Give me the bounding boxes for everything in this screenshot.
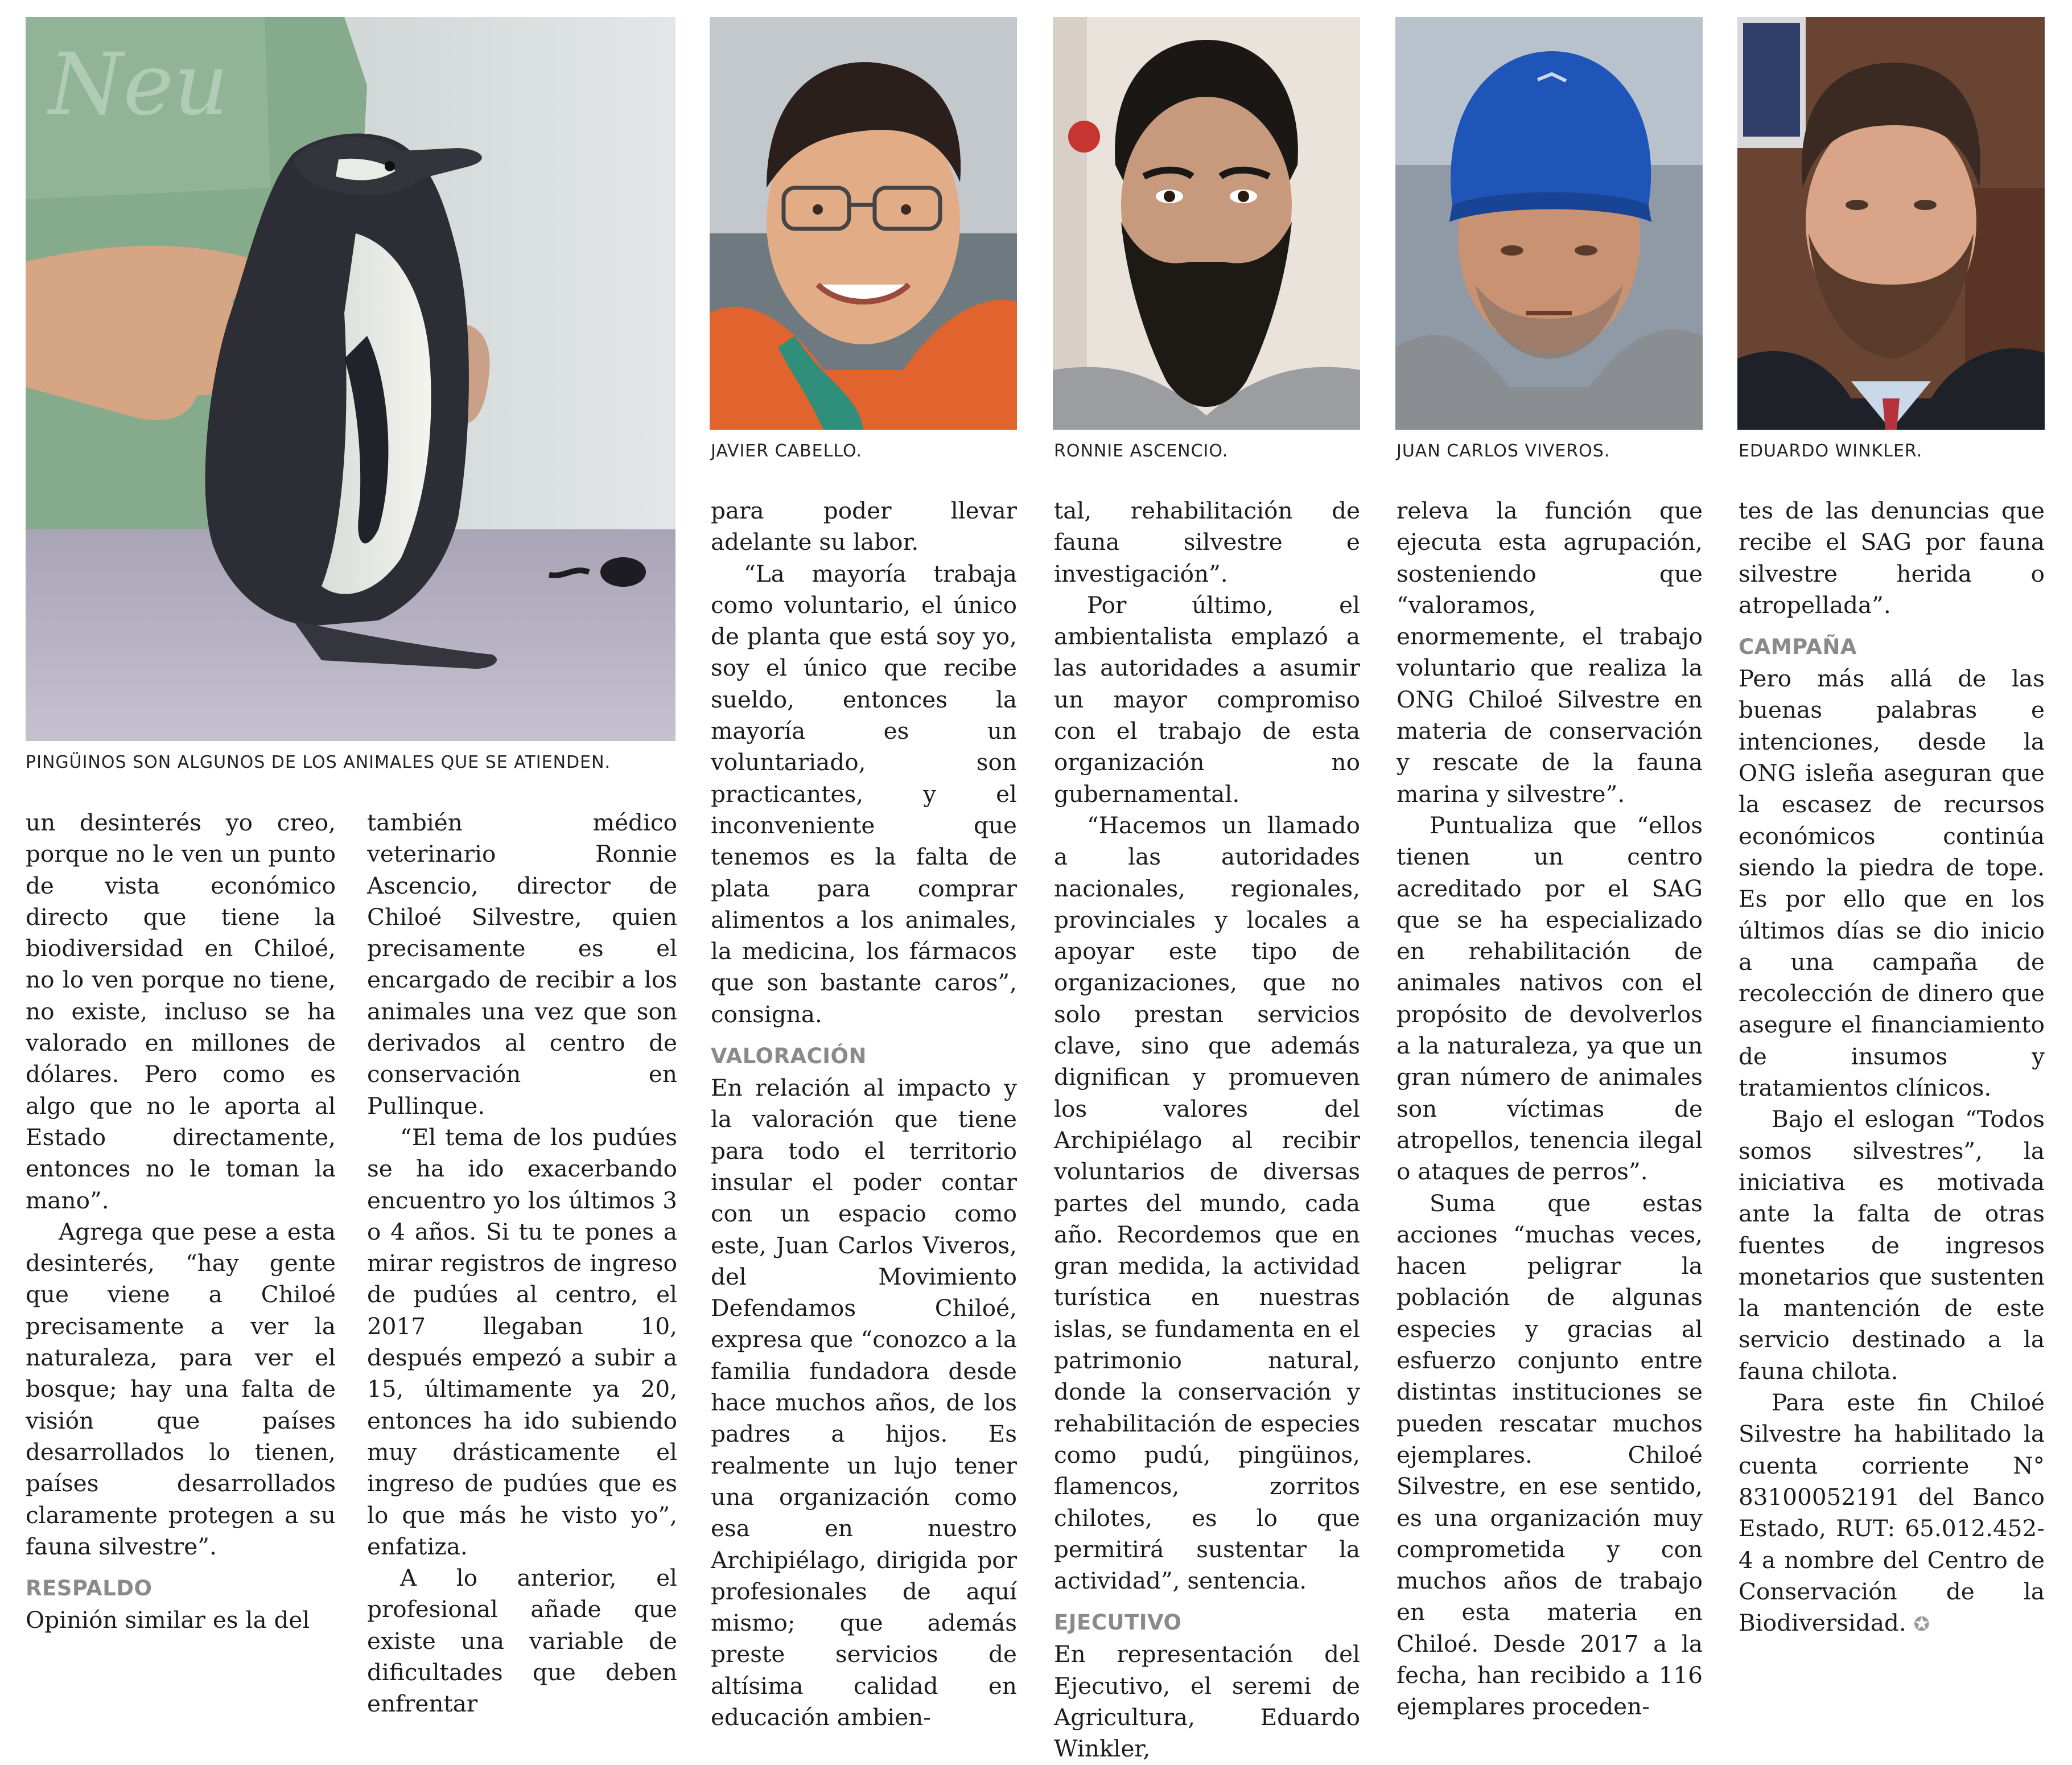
shirt-script-text: Neu [48, 35, 229, 134]
caption-javier-cabello: JAVIER CABELLO. [711, 441, 862, 461]
paragraph: releva la función que ejecuta esta agrupación, sosteniendo que “valoramos, enormemente, el trabajo voluntario que realiza la ONG Chiloé Silvestre en materia de conservación y rescate de la fauna marina y silvestre”. [1397, 497, 1703, 808]
paragraph: Agrega que pese a esta desinterés, “hay gente que viene a Chiloé precisamente a ver la naturaleza, para ver el bosque; hay una falta de visión que países desarrollados lo tienen, países desarrollados claramente protegen a su fauna silvestre”. [26, 1217, 336, 1560]
caption-penguin: PINGÜINOS SON ALGUNOS DE LOS ANIMALES QUE SE ATIENDEN. [26, 752, 611, 772]
juan-carlos-viveros-photo [1395, 17, 1703, 430]
paragraph: para poder llevar adelante su labor. [711, 497, 1017, 556]
paragraph: Bajo el eslogan “Todos somos silvestres”, la iniciativa es motivada ante la falta de otras fuentes de ingresos monetarios que sustenten la mantención de este servicio destinado a la fauna chilota. [1739, 1105, 2045, 1385]
paragraph: “Hacemos un llamado a las autoridades nacionales, regionales, provinciales y locales a apoyar este tipo de organizaciones, que no solo prestan servicios clave, sino que además dignifican y promueven los valores del Archipiélago al recibir voluntarios de diversas partes del mundo, cada año. Recordemos que en gran medida, la actividad turística en nuestras islas, se fundamenta en el patrimonio natural, donde la conservación y rehabilitación de especies como pudú, pingüinos, flamencos, zorritos chilotes, es lo que permitirá sustentar la actividad”, sentencia. [1054, 811, 1360, 1595]
paragraph: En relación al impacto y la valoración que tiene para todo el territorio insular el poder contar con un espacio como este, Juan Carlos Viveros, del Movimiento Defendamos Chiloé, expresa que “conozco a la familia fundadora desde hace muchos años, de los padres a hijos. Es realmente un lujo tener una organización como esa en nuestro Archipiélago, dirigida por profesionales de aquí mismo; que además preste servicios de altísima calidad en educación ambien- [711, 1074, 1017, 1731]
paragraph: también médico veterinario Ronnie Ascencio, director de Chiloé Silvestre, quien precisamente es el encargado de recibir a los animales una vez que son derivados al centro de conservación en Pullinque. [367, 809, 677, 1120]
paragraph: un desinterés yo creo, porque no le ven un punto de vista económico directo que tiene la biodiversidad en Chiloé, no lo ven porque no tiene, no existe, incluso se ha valorado en millones de dólares. Pero como es algo que no le aporta al Estado directamente, entonces no le toman la mano”. [26, 809, 336, 1214]
paragraph: Suma que estas acciones “muchas veces, hacen peligrar la población de algunas especies y gracias al esfuerzo conjunto entre distintas instituciones se pueden rescatar muchos ejemplares. Chiloé Silvestre, en ese sentido, es una organización muy comprometida y con muchos años de trabajo en esta materia en Chiloé. Desde 2017 a la fecha, han recibido a 116 ejemplares proceden- [1397, 1189, 1703, 1721]
section-heading-valoracion: VALORACIÓN [711, 1044, 867, 1069]
caption-juan-carlos-viveros: JUAN CARLOS VIVEROS. [1397, 441, 1610, 461]
article-column-2 [367, 807, 677, 1718]
section-heading-ejecutivo: EJECUTIVO [1054, 1610, 1182, 1635]
penguin-photo [26, 17, 675, 741]
paragraph: Pero más allá de las buenas palabras e intenciones, desde la ONG isleña aseguran que la escasez de recursos económicos continúa siendo la piedra de tope. Es por ello que en los últimos días se dio inicio a una campaña de recolección de dinero que asegure el financiamiento de insumos y tratamientos clínicos. [1739, 665, 2045, 1102]
paragraph: “El tema de los pudúes se ha ido exacerbando encuentro yo los últimos 3 o 4 años. Si tu te pones a mirar registros de ingreso de pudúes al centro, el 2017 llegaban 10, después empezó a subir a 15, últimamente ya 20, entonces ha ido subiendo muy drásticamente el ingreso de pudúes que es lo que más he visto yo”, enfatiza. [367, 1123, 677, 1560]
article-column-6 [1739, 495, 2045, 1637]
article-column-4 [1054, 495, 1360, 1763]
paragraph: En representación del Ejecutivo, el seremi de Agricultura, Eduardo Winkler, [1054, 1640, 1360, 1763]
paragraph [1739, 1387, 2045, 1640]
caption-eduardo-winkler: EDUARDO WINKLER. [1739, 441, 1923, 461]
ronnie-ascencio-photo [1053, 17, 1360, 430]
article-column-1 [26, 807, 336, 1634]
paragraph: tes de las denuncias que recibe el SAG por fauna silvestre herida o atropellada”. [1739, 497, 2045, 619]
paragraph: “La mayoría trabaja como voluntario, el único de planta que está soy yo, soy el único que recibe sueldo, entonces la mayoría es un voluntariado, son practicantes, y el inconveniente que tenemos es la falta de plata para comprar alimentos a los animales, la medicina, los fármacos que son bastante caros”, consigna. [711, 559, 1017, 1028]
paragraph: Puntualiza que “ellos tienen un centro acreditado por el SAG que se ha especializado en rehabilitación de animales nativos con el propósito de devolverlos a la naturaleza, ya que un gran número de animales son víctimas de atropellos, tenencia ilegal o ataques de perros”. [1397, 811, 1703, 1186]
section-heading-campana: CAMPAÑA [1739, 635, 1857, 660]
paragraph-text: Para este fin Chiloé Silvestre ha habilitado la cuenta corriente N° 83100052191 del Banco Estado, RUT: 65.012.452-4 a nombre del Centro de Conservación de la Biodiversidad. [1739, 1389, 2045, 1637]
javier-cabello-photo [710, 17, 1017, 430]
paragraph: tal, rehabilitación de fauna silvestre e investigación”. [1054, 497, 1360, 587]
caption-ronnie-ascencio: RONNIE ASCENCIO. [1054, 441, 1229, 461]
paragraph: Opinión similar es la del [26, 1606, 310, 1634]
article-column-3 [711, 495, 1017, 1731]
eduardo-winkler-photo [1737, 17, 2045, 430]
paragraph: A lo anterior, el profesional añade que existe una variable de dificultades que deben enfrentar [367, 1564, 677, 1718]
end-mark-icon: ✪ [1913, 1613, 1930, 1636]
section-heading-respaldo: RESPALDO [26, 1576, 153, 1601]
paragraph: Por último, el ambientalista emplazó a las autoridades a asumir un mayor compromiso con el trabajo de esta organización no gubernamental. [1054, 591, 1360, 808]
article-column-5 [1397, 495, 1703, 1721]
